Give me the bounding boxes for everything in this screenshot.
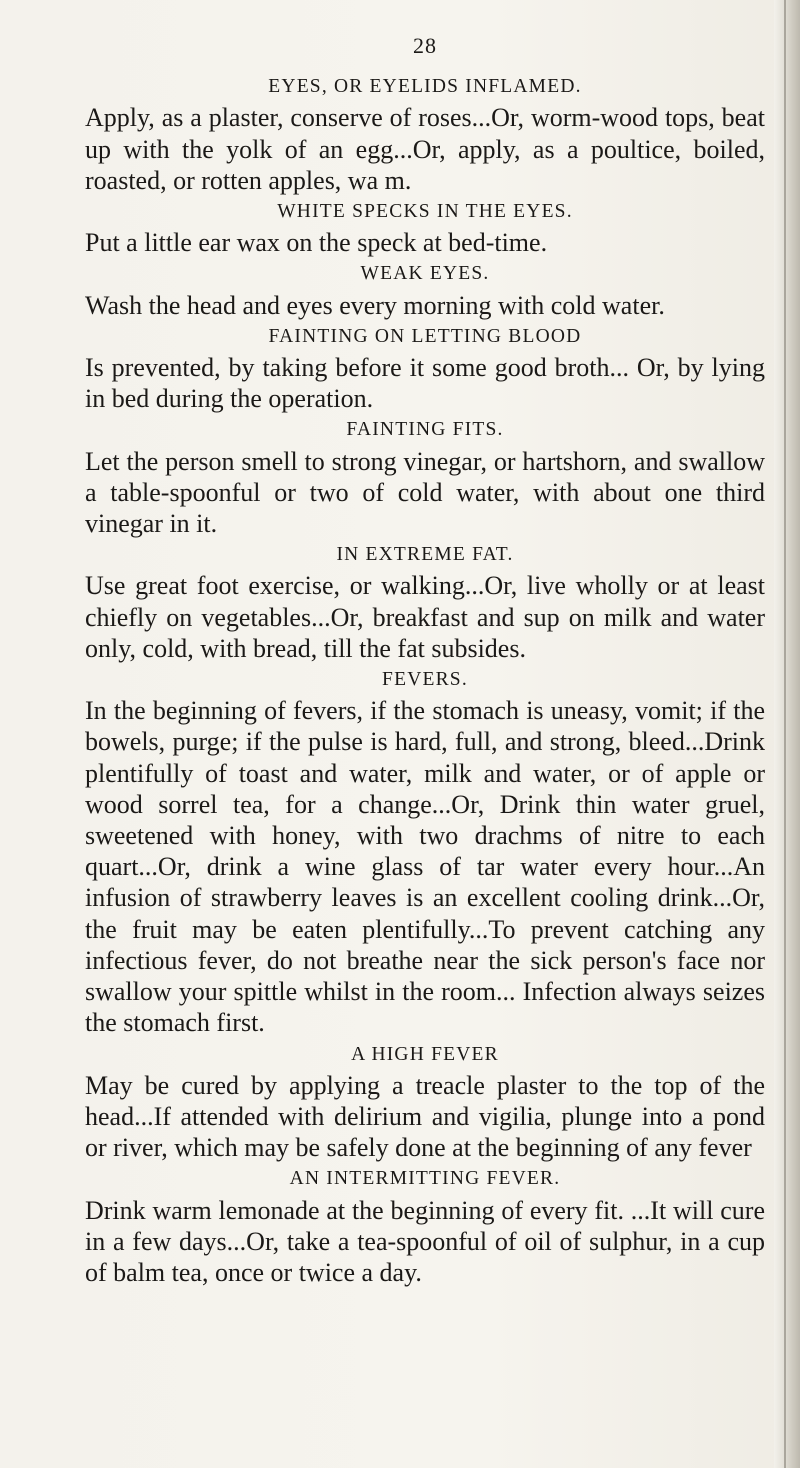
section-heading: FAINTING ON LETTING BLOOD [268, 325, 582, 347]
section-body: Use great foot exercise, or walking...Or, live wholly or at least chiefly on vegetables...Or, breakfast and sup on milk and water only, cold, with bread, till the fat subsides. [85, 571, 765, 663]
page-edge [774, 0, 800, 1468]
section-body: Wash the head and eyes every morning with cold water. [85, 290, 665, 320]
section-body: In the beginning of fevers, if the stomach is uneasy, vomit; if the bowels, purge; if the pulse is hard, full, and strong, bleed...Drink plentifully of toast and water, milk and water, or of apple or wood sorrel tea, for a change...Or, Drink thin water gruel, sweetened with honey, with two drachms of nitre to each quart...Or, drink a wine glass of tar water every hour...An infusion of strawberry leaves is an excellent cooling drink...Or, the fruit may be eaten plentifully...To prevent catching any infectious fever, do not breathe near the sick person's face nor swallow your spittle whilst in the room... Infection always seizes the stomach first. [85, 696, 765, 1038]
section-heading: IN EXTREME FAT. [336, 544, 514, 566]
section-heading: EYES, OR EYELIDS INFLAMED. [268, 76, 582, 98]
section-body: Put a little ear wax on the speck at bed-time. [85, 228, 548, 258]
section-body: Let the person smell to strong vinegar, or hartshorn, and swallow a table-spoonful or two of cold water, with about one third vinegar in it. [85, 446, 765, 539]
page-edge-line [784, 0, 786, 1468]
section-heading: WEAK EYES. [360, 263, 490, 285]
section-heading: A HIGH FEVER [351, 1043, 499, 1065]
section-heading: AN INTERMITTING FEVER. [289, 1168, 561, 1190]
section-heading: WHITE SPECKS IN THE EYES. [277, 201, 573, 223]
section-body: Is prevented, by taking before it some good broth... Or, by lying in bed during the operation. [85, 353, 765, 414]
section-body: May be cured by applying a treacle plaster to the top of the head...If attended with delirium and vigilia, plunge into a pond or river, which may be safely done at the beginning of any fever [85, 1070, 765, 1163]
page-number: 28 [413, 33, 437, 58]
section-heading: FAINTING FITS. [346, 419, 504, 441]
section-body: Drink warm lemonade at the beginning of every fit. ...It will cure in a few days...Or, take a tea-spoonful of oil of sulphur, in a cup of balm tea, once or twice a day. [85, 1195, 765, 1287]
section-heading: FEVERS. [382, 669, 468, 691]
section-body: Apply, as a plaster, conserve of roses...Or, worm-wood tops, beat up with the yolk of an egg...Or, apply, as a poultice, boiled, roasted, or rotten apples, wa m. [85, 103, 765, 195]
page-text [85, 30, 765, 1288]
